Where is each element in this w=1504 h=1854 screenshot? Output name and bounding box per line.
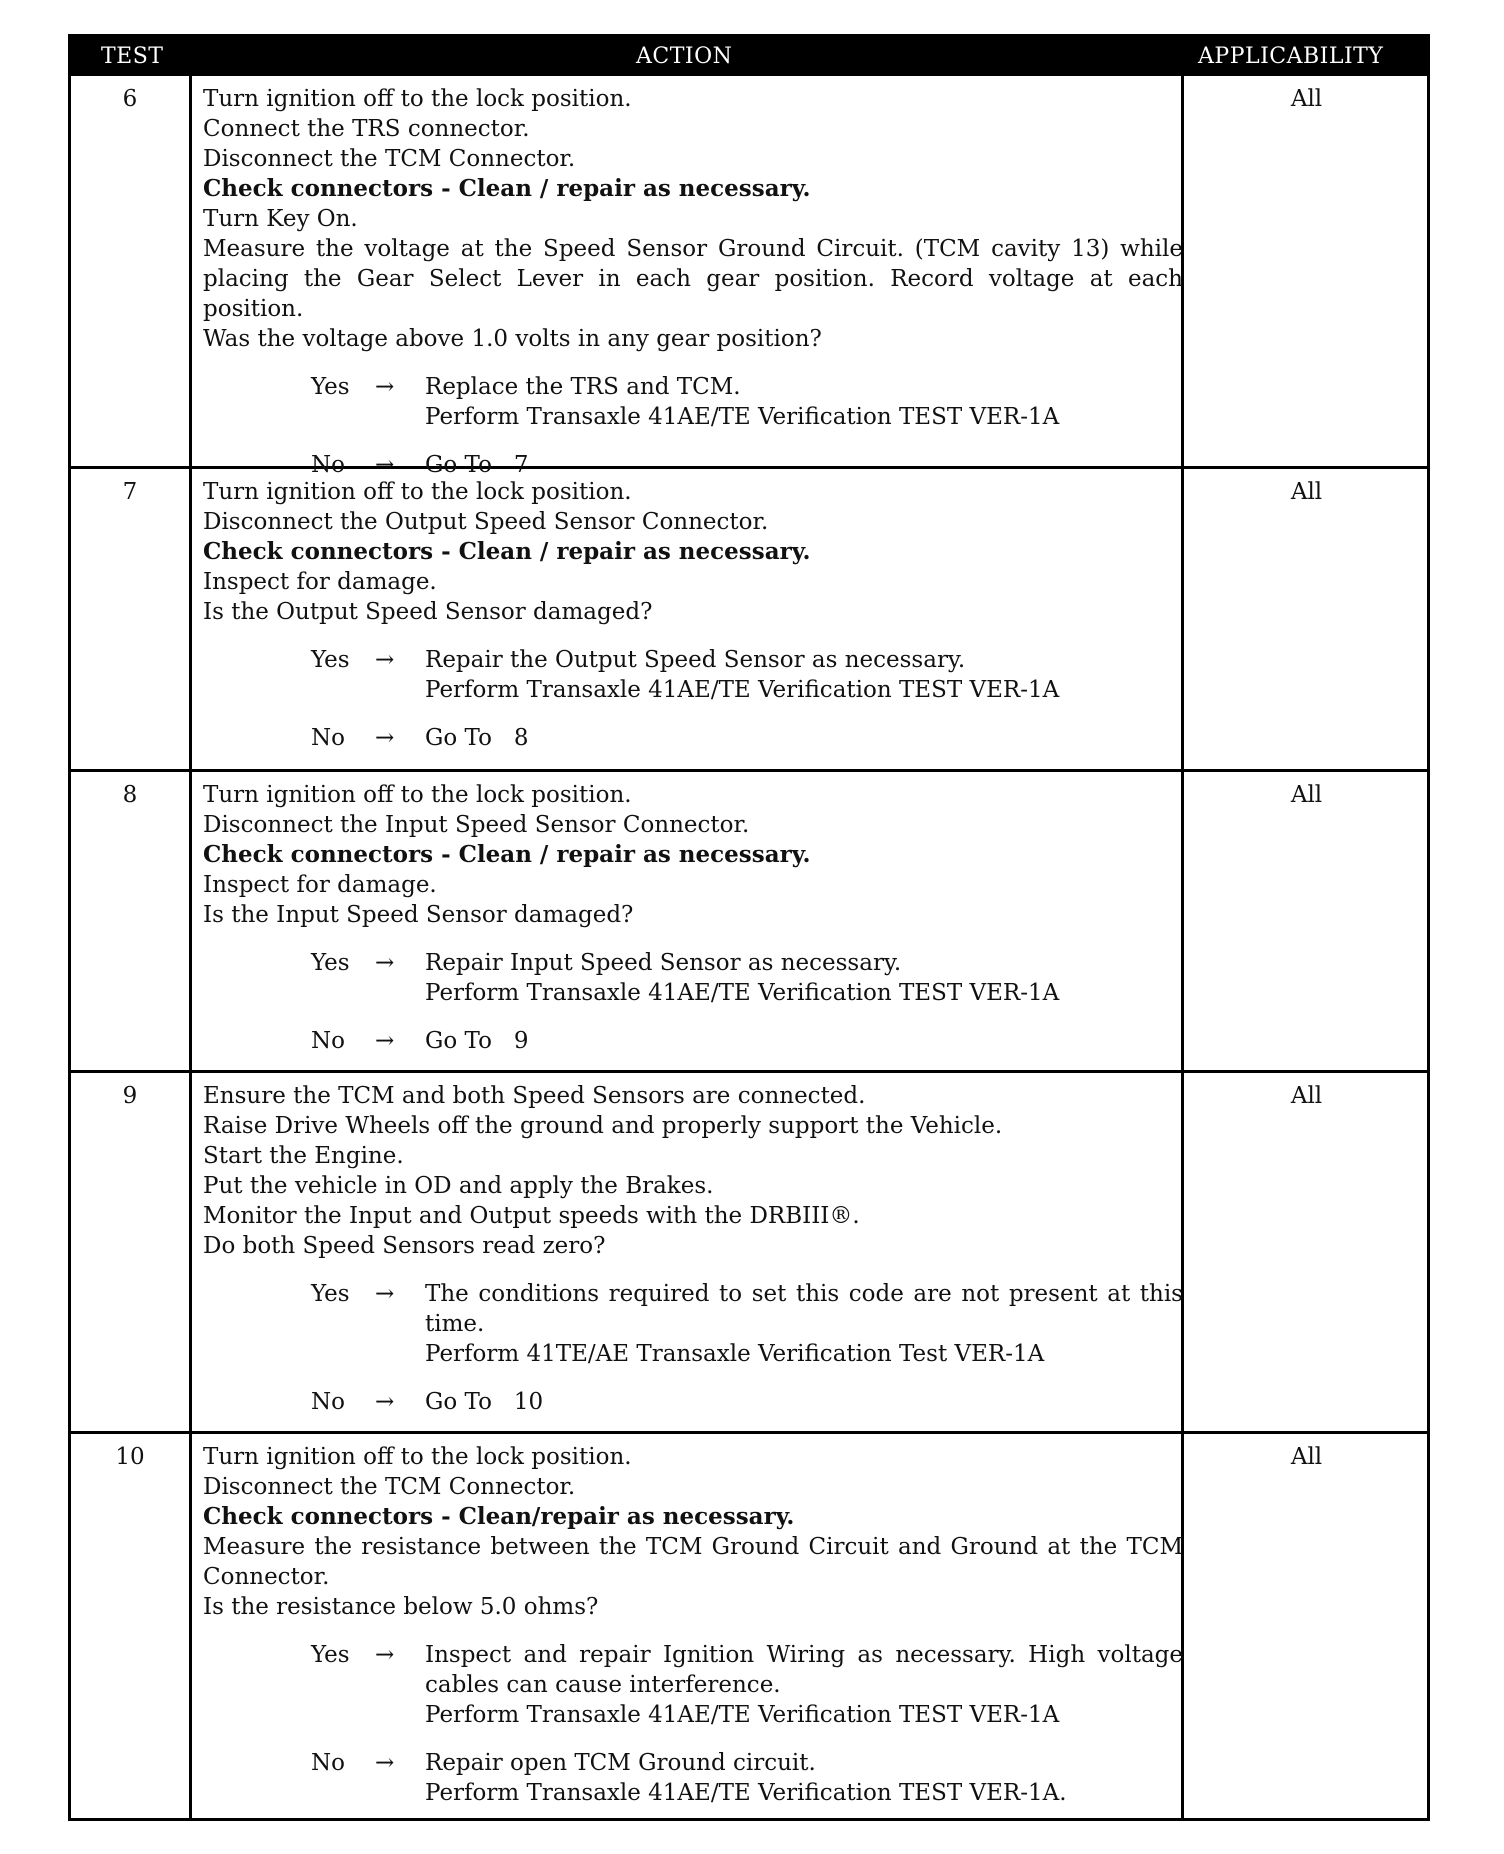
arrow-right-icon: → — [375, 1750, 395, 1776]
action-line: Turn ignition off to the lock position. — [203, 1444, 632, 1470]
arrow-right-icon: → — [375, 1028, 395, 1054]
action-line: Turn ignition off to the lock position. — [203, 782, 632, 808]
action-cell — [203, 780, 1183, 1056]
answer-line: Perform Transaxle 41AE/TE Verification TEST VER-1A — [425, 980, 1060, 1006]
test-number: 7 — [122, 479, 138, 505]
action-line: Turn ignition off to the lock position. — [203, 479, 632, 505]
action-line: Connect the TRS connector. — [203, 116, 530, 142]
yes-label: Yes — [311, 647, 350, 673]
action-line: Is the Input Speed Sensor damaged? — [203, 902, 634, 928]
test-number: 9 — [122, 1083, 138, 1109]
answer-no — [203, 723, 1183, 753]
answer-line: Perform 41TE/AE Transaxle Verification Test VER-1A — [425, 1341, 1045, 1367]
yes-label: Yes — [311, 374, 350, 400]
answer-yes — [203, 948, 1183, 1008]
arrow-right-icon: → — [375, 1281, 395, 1307]
action-line-bold: Check connectors - Clean / repair as necessary. — [203, 538, 811, 565]
action-line-bold: Check connectors - Clean/repair as necessary. — [203, 1503, 795, 1530]
arrow-right-icon: → — [375, 1389, 395, 1415]
answer-line: Perform Transaxle 41AE/TE Verification TEST VER-1A — [425, 1702, 1060, 1728]
arrow-right-icon: → — [375, 647, 395, 673]
action-line: placing the Gear Select Lever in each gear position. Record voltage at each position. — [203, 266, 1183, 322]
table-header — [71, 37, 1427, 76]
table-row — [71, 772, 1427, 1073]
action-line-bold: Check connectors - Clean / repair as necessary. — [203, 175, 811, 202]
action-line: Inspect for damage. — [203, 569, 437, 595]
applicability: All — [1290, 86, 1323, 112]
no-label: No — [311, 452, 345, 478]
action-cell — [203, 477, 1183, 753]
action-line: Turn Key On. — [203, 206, 358, 232]
action-line: Disconnect the Input Speed Sensor Connector. — [203, 812, 750, 838]
action-line: Disconnect the TCM Connector. — [203, 146, 576, 172]
action-line: Is the resistance below 5.0 ohms? — [203, 1594, 599, 1620]
answer-no — [203, 1026, 1183, 1056]
answer-line: Repair open TCM Ground circuit. — [425, 1750, 816, 1776]
answer-line: Go To 8 — [425, 725, 529, 751]
applicability: All — [1290, 1083, 1323, 1109]
table-row — [71, 1434, 1427, 1821]
action-line: Do both Speed Sensors read zero? — [203, 1233, 606, 1259]
action-line: Disconnect the Output Speed Sensor Connector. — [203, 509, 769, 535]
test-number: 10 — [115, 1444, 145, 1470]
action-line: Put the vehicle in OD and apply the Brakes. — [203, 1173, 714, 1199]
answer-line: Go To 9 — [425, 1028, 529, 1054]
action-line: Measure the resistance between the TCM Ground Circuit and Ground at the TCM — [203, 1534, 1183, 1560]
answer-yes — [203, 1279, 1183, 1369]
header-applicability: APPLICABILITY — [1198, 44, 1384, 69]
arrow-right-icon: → — [375, 374, 395, 400]
answer-no — [203, 1748, 1183, 1808]
answer-line: Perform Transaxle 41AE/TE Verification TEST VER-1A. — [425, 1780, 1067, 1806]
answer-line: cables can cause interference. — [425, 1672, 781, 1698]
action-line: Turn ignition off to the lock position. — [203, 86, 632, 112]
test-number: 6 — [122, 86, 138, 112]
arrow-right-icon: → — [375, 950, 395, 976]
answer-line: Repair Input Speed Sensor as necessary. — [425, 950, 902, 976]
answer-line: Go To 7 — [425, 452, 529, 478]
applicability: All — [1290, 479, 1323, 505]
action-line: Monitor the Input and Output speeds with the DRBIII®. — [203, 1203, 860, 1229]
answer-line: Repair the Output Speed Sensor as necessary. — [425, 647, 966, 673]
table-row — [71, 469, 1427, 772]
action-line: Ensure the TCM and both Speed Sensors are connected. — [203, 1083, 866, 1109]
action-line: Start the Engine. — [203, 1143, 404, 1169]
answer-line: The conditions required to set this code are not present at this — [425, 1281, 1183, 1307]
no-label: No — [311, 1389, 345, 1415]
action-cell — [203, 1081, 1183, 1417]
answer-line: Perform Transaxle 41AE/TE Verification TEST VER-1A — [425, 677, 1060, 703]
action-line: Inspect for damage. — [203, 872, 437, 898]
answer-line: Replace the TRS and TCM. — [425, 374, 741, 400]
header-test: TEST — [101, 44, 164, 69]
arrow-right-icon: → — [375, 725, 395, 751]
yes-label: Yes — [311, 1281, 350, 1307]
table-row — [71, 1073, 1427, 1434]
answer-line: Go To 10 — [425, 1389, 544, 1415]
answer-line: Inspect and repair Ignition Wiring as necessary. High voltage — [425, 1642, 1183, 1668]
arrow-right-icon: → — [375, 452, 395, 478]
applicability: All — [1290, 782, 1323, 808]
action-line: Raise Drive Wheels off the ground and properly support the Vehicle. — [203, 1113, 1003, 1139]
action-line: Measure the voltage at the Speed Sensor Ground Circuit. (TCM cavity 13) while — [203, 236, 1183, 262]
action-cell — [203, 84, 1183, 480]
answer-no — [203, 1387, 1183, 1417]
diagnostic-table — [68, 34, 1430, 1821]
header-action: ACTION — [636, 44, 733, 69]
applicability: All — [1290, 1444, 1323, 1470]
action-line: Disconnect the TCM Connector. — [203, 1474, 576, 1500]
yes-label: Yes — [311, 950, 350, 976]
action-line: Is the Output Speed Sensor damaged? — [203, 599, 653, 625]
arrow-right-icon: → — [375, 1642, 395, 1668]
answer-line: time. — [425, 1311, 485, 1337]
action-line: Connector. — [203, 1564, 330, 1590]
answer-line: Perform Transaxle 41AE/TE Verification TEST VER-1A — [425, 404, 1060, 430]
answer-yes — [203, 645, 1183, 705]
no-label: No — [311, 1750, 345, 1776]
yes-label: Yes — [311, 1642, 350, 1668]
answer-yes — [203, 372, 1183, 432]
no-label: No — [311, 725, 345, 751]
table-row — [71, 76, 1427, 478]
no-label: No — [311, 1028, 345, 1054]
test-number: 8 — [122, 782, 138, 808]
answer-yes — [203, 1640, 1183, 1730]
action-cell — [203, 1442, 1183, 1808]
action-line: Was the voltage above 1.0 volts in any gear position? — [203, 326, 822, 352]
action-line-bold: Check connectors - Clean / repair as necessary. — [203, 841, 811, 868]
